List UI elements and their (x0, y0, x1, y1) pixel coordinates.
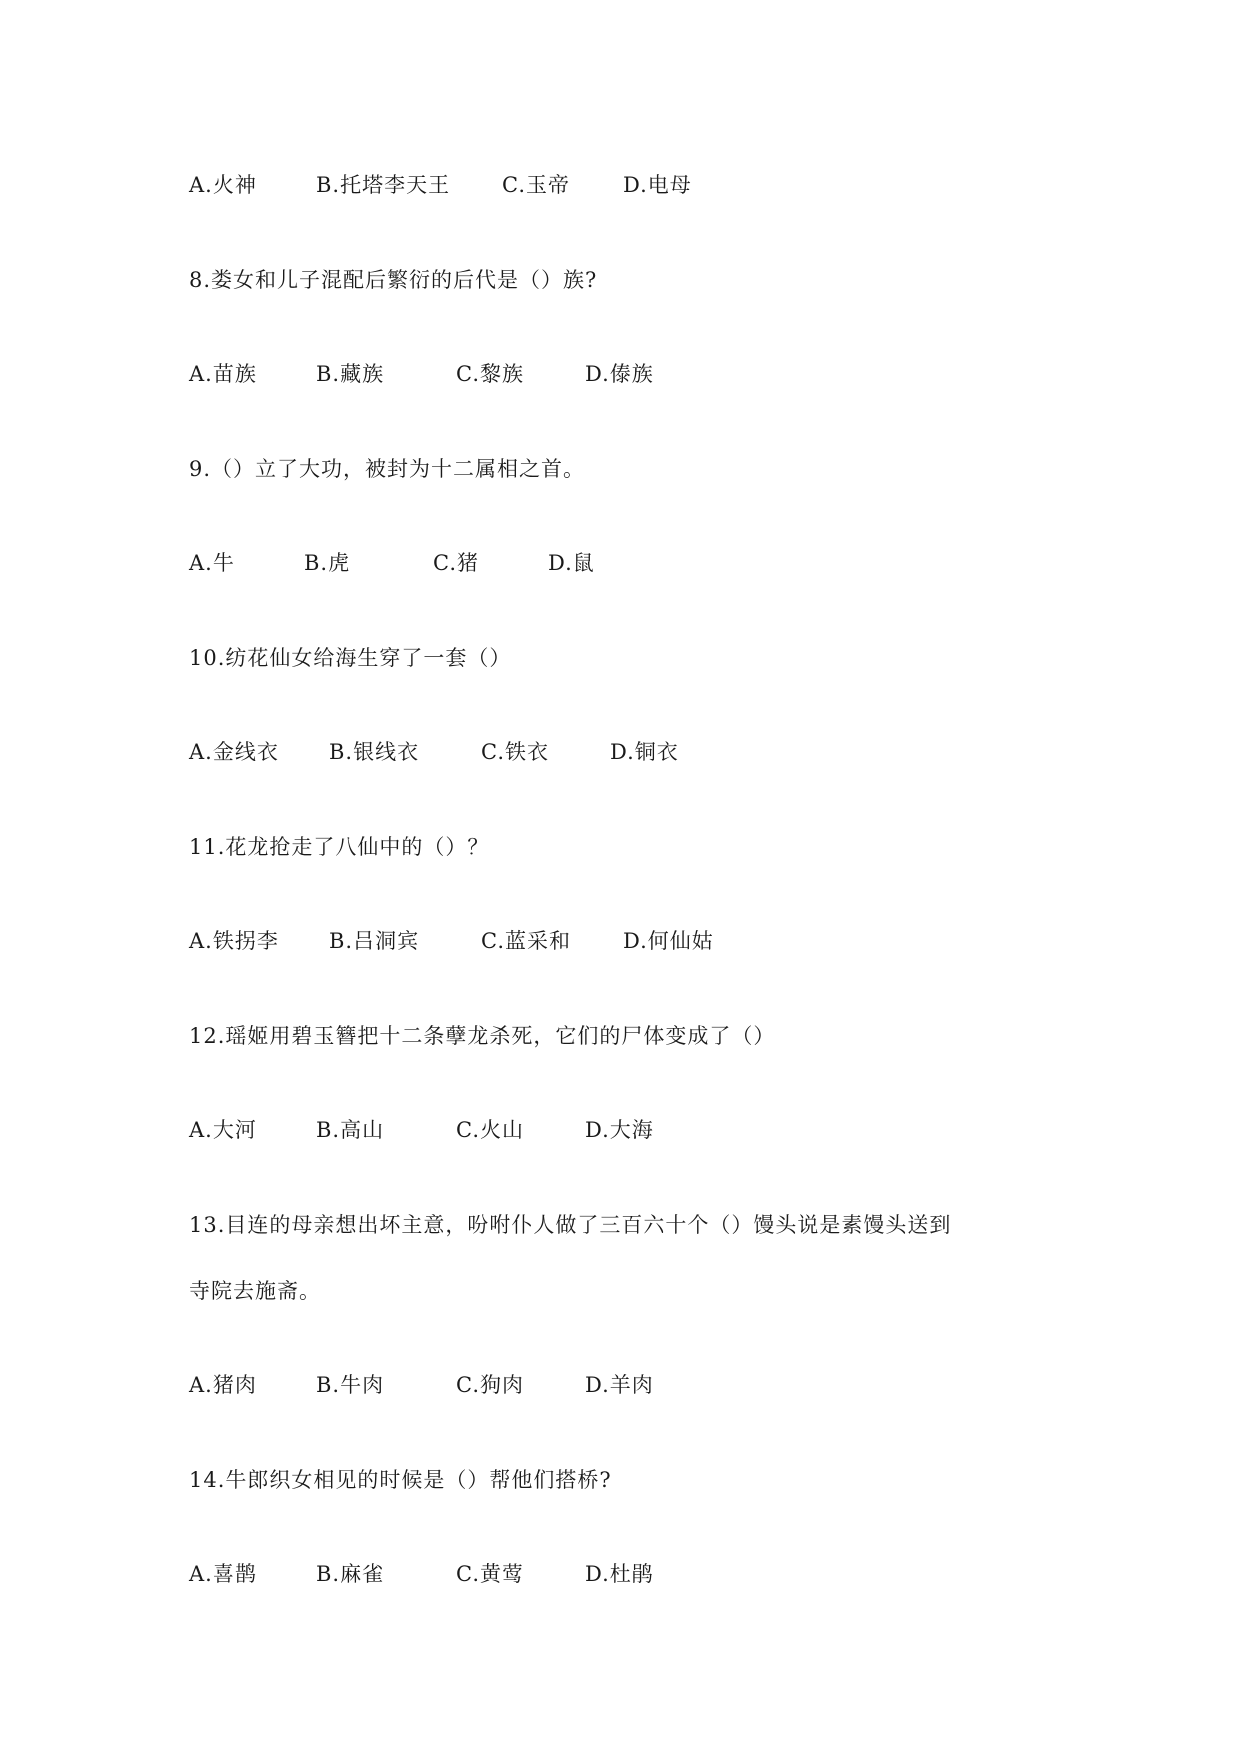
option-d: D.杜鹃 (585, 1562, 654, 1586)
option-c: C.猪 (433, 551, 479, 575)
question-text-continued: 寺院去施斋。 (189, 1279, 321, 1303)
question-text: 10.纺花仙女给海生穿了一套（） (189, 646, 512, 670)
option-a: A.大河 (189, 1118, 257, 1142)
option-c: C.火山 (456, 1118, 524, 1142)
option-d: D.铜衣 (610, 740, 679, 764)
option-d: D.电母 (623, 173, 692, 197)
option-c: C.铁衣 (481, 740, 549, 764)
option-d: D.大海 (585, 1118, 654, 1142)
option-b: B.吕洞宾 (329, 929, 420, 953)
option-a: A.火神 (189, 173, 257, 197)
option-c: C.黎族 (456, 362, 524, 386)
option-b: B.银线衣 (329, 740, 420, 764)
option-c: C.狗肉 (456, 1373, 524, 1397)
question-text: 14.牛郎织女相见的时候是（）帮他们搭桥? (189, 1468, 612, 1492)
option-b: B.藏族 (316, 362, 385, 386)
option-b: B.麻雀 (316, 1562, 385, 1586)
option-b: B.高山 (316, 1118, 385, 1142)
option-b: B.牛肉 (316, 1373, 385, 1397)
option-a: A.苗族 (189, 362, 257, 386)
option-a: A.牛 (189, 551, 235, 575)
question-text: 13.目连的母亲想出坏主意，吩咐仆人做了三百六十个（）馒头说是素馒头送到 (189, 1213, 952, 1237)
question-text: 9.（）立了大功，被封为十二属相之首。 (189, 457, 586, 481)
option-d: D.鼠 (548, 551, 595, 575)
option-b: B.虎 (304, 551, 351, 575)
option-c: C.黄莺 (456, 1562, 524, 1586)
option-b: B.托塔李天王 (316, 173, 451, 197)
option-d: D.何仙姑 (623, 929, 714, 953)
option-a: A.猪肉 (189, 1373, 257, 1397)
question-text: 12.瑶姬用碧玉簪把十二条孽龙杀死，它们的尸体变成了（） (189, 1024, 776, 1048)
option-d: D.羊肉 (585, 1373, 654, 1397)
option-a: A.铁拐李 (189, 929, 279, 953)
option-c: C.玉帝 (502, 173, 570, 197)
option-d: D.傣族 (585, 362, 654, 386)
question-text: 11.花龙抢走了八仙中的（）？ (189, 835, 490, 859)
question-text: 8.娄女和儿子混配后繁衍的后代是（）族? (189, 268, 598, 292)
option-a: A.喜鹊 (189, 1562, 257, 1586)
option-c: C.蓝采和 (481, 929, 571, 953)
option-a: A.金线衣 (189, 740, 279, 764)
